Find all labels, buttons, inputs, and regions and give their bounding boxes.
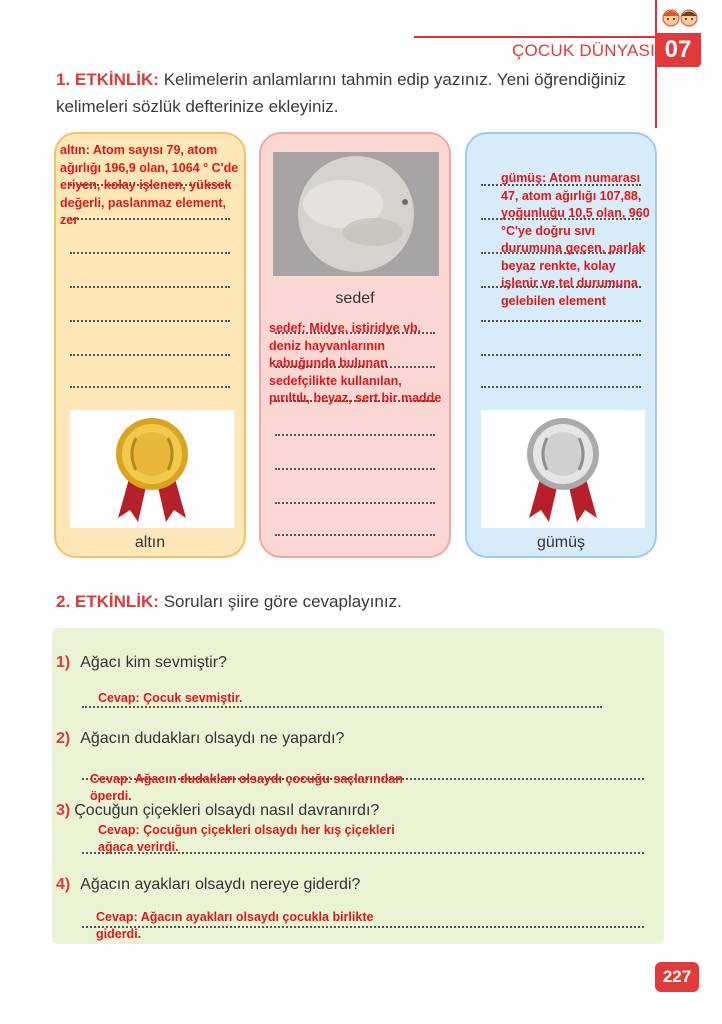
section-title: ÇOCUK DÜNYASI	[512, 41, 656, 60]
word-altin: altın	[134, 534, 166, 551]
writing-line	[481, 354, 641, 356]
activity-2-label: 2. ETKİNLİK:	[56, 592, 159, 611]
definition-altin: altın: Atom sayısı 79, atom ağırlığı 196,9 olan, 1064 ° C'de eriyen, kolay işlenen, yüksek değerli, paslanmaz element, zer	[60, 143, 239, 227]
mother-of-pearl-image	[273, 152, 439, 276]
card-gumus	[465, 132, 657, 558]
definition-sedef: sedef: Midye, istiridye vb. deniz hayvanlarının kabuğunda bulunan sedefçilikte kullanılan, pırıltılı, beyaz, sert bir madde	[269, 321, 442, 405]
card-altin	[54, 132, 246, 558]
writing-line	[481, 320, 641, 322]
writing-line	[70, 354, 230, 356]
question-4	[56, 876, 360, 894]
page-number: 227	[655, 962, 699, 992]
activity-1-label: 1. ETKİNLİK:	[56, 70, 159, 89]
gold-medal-image	[70, 410, 234, 528]
header-rule	[414, 36, 658, 38]
card-sedef	[259, 132, 451, 558]
writing-line	[70, 320, 230, 322]
kids-icon	[660, 6, 700, 32]
question-3	[56, 802, 379, 820]
activity-1-heading	[56, 66, 656, 120]
question-text: Ağacın ayakları olsaydı nereye giderdi?	[80, 876, 361, 893]
answer-line	[82, 926, 644, 928]
writing-line	[275, 502, 435, 504]
activity-2-heading	[56, 588, 656, 615]
question-number: 3)	[56, 802, 71, 819]
writing-line	[275, 534, 435, 536]
answer-4: Cevap: Ağacın ayakları olsaydı çocukla birlikte giderdi.	[96, 910, 374, 941]
question-1	[56, 654, 227, 672]
question-number: 4)	[56, 876, 71, 893]
activity-1-instruction: Kelimelerin anlamlarını tahmin edip yazınız. Yeni öğrendiğiniz kelimeleri sözlük defterinize ekleyiniz.	[56, 70, 626, 116]
chapter-badge: 07	[655, 33, 701, 67]
writing-line	[481, 386, 641, 388]
writing-line	[275, 468, 435, 470]
question-2	[56, 730, 344, 748]
question-number: 1)	[56, 654, 71, 671]
writing-line	[70, 252, 230, 254]
word-gumus: gümüş	[536, 534, 586, 551]
question-text: Çocuğun çiçekleri olsaydı nasıl davranırdı?	[74, 802, 380, 819]
definition-gumus: gümüş: Atom numarası 47, atom ağırlığı 107,88, yoğunluğu 10,5 olan, 960 °C'ye doğru sıvı durumuna geçen, parlak beyaz renkte, kolay işlenir ve tel durumuna gelebilen element	[501, 171, 650, 308]
answer-line	[82, 706, 602, 708]
answer-line	[82, 852, 644, 854]
word-sedef: sedef	[335, 290, 375, 307]
writing-line	[70, 286, 230, 288]
answer-1: Cevap: Çocuk sevmiştir.	[98, 691, 243, 705]
question-number: 2)	[56, 730, 71, 747]
writing-line	[70, 386, 230, 388]
answer-2: Cevap: Ağacın dudakları olsaydı çocuğu saçlarından öperdi.	[90, 772, 403, 803]
answer-3: Cevap: Çocuğun çiçekleri olsaydı her kış çiçekleri ağaca verirdi.	[98, 823, 395, 854]
activity-2-instruction: Soruları şiire göre cevaplayınız.	[163, 592, 402, 611]
writing-line	[275, 434, 435, 436]
question-text: Ağacı kim sevmiştir?	[80, 654, 227, 671]
question-text: Ağacın dudakları olsaydı ne yapardı?	[80, 730, 345, 747]
silver-medal-image	[481, 410, 645, 528]
